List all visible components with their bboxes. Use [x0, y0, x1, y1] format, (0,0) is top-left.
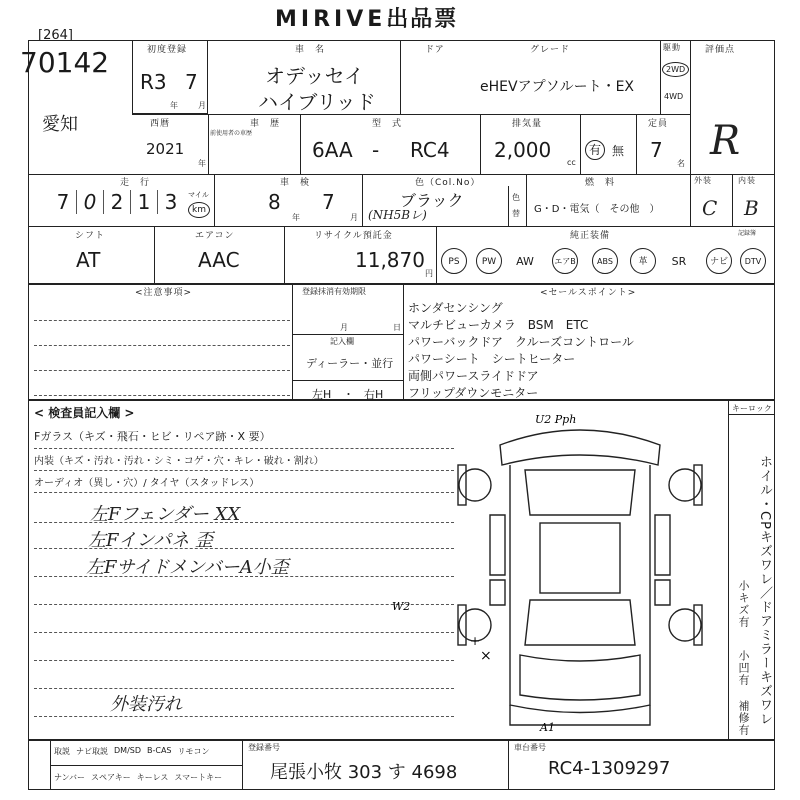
label-equipment: 純正装備 — [570, 231, 611, 241]
dealer-parallel: ディーラー・並行 — [306, 357, 394, 370]
equip-airbag: エアB — [552, 248, 578, 274]
label-inspection: 車 検 — [280, 178, 311, 188]
label-fuel: 燃 料 — [585, 178, 616, 188]
equip-sr: SR — [671, 255, 687, 268]
equip-dtv: DTV — [740, 248, 766, 274]
type-dash: - — [372, 138, 380, 162]
divider-equipment — [436, 226, 437, 284]
mileage-digit: 0 — [77, 190, 104, 214]
dash-1 — [34, 320, 290, 321]
divider-turbo — [580, 114, 581, 174]
side-sub-3: 補修有 — [737, 700, 750, 736]
equip-pw: PW — [476, 248, 502, 274]
plate-number: 尾張小牧 303 す 4698 — [270, 762, 458, 783]
dash-n4 — [34, 604, 454, 605]
mileage-unit-km: km — [188, 202, 210, 218]
displacement-value: 2,000 — [494, 138, 552, 162]
inspector-glass: Fガラス（キズ・飛石・ヒビ・リペア跡・X 要） — [34, 430, 271, 443]
label-recycle: リサイクル預託金 — [314, 231, 393, 241]
opt-number: ナンバー — [54, 773, 86, 782]
unit-month-1: 月 — [198, 101, 206, 110]
recycle-unit: 円 — [425, 269, 433, 278]
mileage-digit: 1 — [131, 190, 158, 214]
label-day: 日 — [393, 323, 401, 332]
prefecture: 愛知 — [42, 114, 78, 135]
dash-n2 — [34, 548, 454, 549]
model-name-line2: ハイブリッド — [258, 90, 376, 114]
label-mileage: 走 行 — [120, 178, 151, 188]
seats-unit: 名 — [677, 159, 685, 168]
handle-right: 右H — [364, 388, 384, 401]
car-diagram — [392, 405, 730, 740]
label-reg-no: 登録番号 — [248, 743, 280, 752]
inspector-bottom-note: 外装汚れ — [110, 694, 182, 715]
diagram-top-note: U2 Pph — [535, 413, 577, 426]
label-keylock: キーロック — [732, 404, 772, 413]
divider-color — [362, 174, 363, 226]
inspector-audio: オーディオ（異し・穴）/ タイヤ（スタッドレス） — [34, 478, 260, 489]
label-model-name: 車 名 — [295, 45, 326, 55]
lot-tag: [264] — [38, 28, 73, 43]
divider-exterior — [690, 174, 691, 226]
selling-point: 両側パワースライドドア — [408, 369, 539, 383]
mileage-unit-mile: マイル — [188, 191, 209, 199]
label-score: 評価点 — [705, 45, 736, 55]
opt-row2 — [54, 772, 222, 783]
side-damage-text: ホイル・CPキズワレ／ドアミラーキズワレ — [757, 455, 772, 726]
score-value: R — [710, 118, 741, 164]
mileage-digit: 7 — [50, 190, 77, 214]
equip-navi: ナビ — [706, 248, 732, 274]
label-inspector: < 検査員記入欄 > — [34, 406, 135, 420]
opt-remote: リモコン — [177, 747, 210, 756]
type-prefix: 6AA — [312, 138, 353, 162]
label-grade: グレード — [530, 45, 571, 55]
inspection-year: 8 — [268, 190, 281, 214]
selling-point: フリップダウンモニター — [408, 386, 539, 400]
dash-n7 — [34, 688, 454, 689]
era-month: 7 — [185, 70, 198, 94]
dash-n5 — [34, 632, 454, 633]
form-title — [275, 2, 458, 33]
divider-displacement — [480, 114, 481, 174]
label-attention: <注意事項> — [135, 288, 193, 298]
year-value: 2021 — [146, 140, 185, 158]
dash-n8 — [34, 716, 454, 717]
label-interior: 内装 — [738, 176, 756, 185]
label-history-sub: 前使用者の車歴 — [210, 130, 253, 137]
divider-aircon — [154, 226, 155, 284]
divider-door — [400, 40, 401, 114]
divider-interior — [732, 174, 733, 226]
label-exterior: 外装 — [694, 176, 712, 185]
row4-top — [28, 226, 775, 227]
divider-score — [690, 40, 691, 174]
seats-value: 7 — [650, 138, 663, 162]
chassis-number: RC4-1309297 — [548, 758, 671, 779]
drive-4wd: 4WD — [664, 92, 684, 101]
dash-3 — [34, 370, 290, 371]
dash-audio — [34, 492, 454, 493]
turbo-yes: 有 — [585, 140, 605, 160]
model-name-line1: オデッセイ — [265, 64, 364, 88]
drive-2wd: 2WD — [662, 62, 689, 77]
color-kind-bottom: 替 — [512, 209, 520, 218]
divider-drive — [660, 40, 661, 114]
equip-leather: 革 — [630, 248, 656, 274]
fuel-options: G・D・電気（ その他 ） — [534, 204, 660, 215]
label-history: 車 歴 — [250, 119, 281, 129]
shift-value: AT — [76, 248, 101, 272]
interior-grade: B — [744, 196, 759, 220]
lot-number: 70142 — [20, 46, 110, 79]
mileage-digits — [50, 190, 184, 214]
opt-dm-sd: DM/SD — [114, 746, 141, 755]
damage-mark-plus: + — [470, 634, 481, 648]
opt-bcas: B-CAS — [147, 746, 172, 755]
opt-smart-key: スマートキー — [174, 773, 223, 782]
divider-chassis — [508, 740, 509, 790]
divider-fuel — [526, 174, 527, 226]
unit-year-1: 年 — [170, 101, 178, 110]
divider-recycle — [284, 226, 285, 284]
displacement-unit: cc — [567, 158, 576, 167]
label-door: ドア — [425, 45, 445, 55]
dash-glass — [34, 448, 454, 449]
label-month: 月 — [340, 323, 348, 332]
label-seats: 定員 — [648, 119, 669, 129]
grade-value: eHEVアプソルート・EX — [480, 79, 634, 95]
dash-n3 — [34, 576, 454, 577]
label-aircon: エアコン — [195, 231, 235, 241]
form-title-suffix: 出品票 — [386, 7, 459, 32]
divider-inspection — [214, 174, 215, 226]
inspection-unit-month: 月 — [350, 213, 358, 222]
opt-manual: 取説 — [54, 747, 70, 756]
selling-point: ホンダセンシング — [408, 301, 503, 315]
divider-color-kind — [508, 186, 509, 226]
equip-abs: ABS — [592, 248, 618, 274]
inspector-interior: 内装（キズ・汚れ・汚れ・シミ・コゲ・穴・キレ・破れ・割れ） — [34, 456, 324, 467]
opt-navi-manual: ナビ取説 — [76, 747, 108, 756]
type-model: RC4 — [410, 138, 450, 162]
selling-point: パワーバックドア クルーズコントロール — [408, 335, 634, 349]
selling-point: パワーシート シートヒーター — [408, 352, 576, 366]
inspection-unit-year: 年 — [292, 213, 300, 222]
dash-2 — [34, 345, 290, 346]
label-first-reg: 初度登録 — [147, 45, 188, 55]
entry-top — [292, 334, 404, 335]
equip-ps: PS — [441, 248, 467, 274]
unit-year-2: 年 — [198, 159, 206, 168]
divider-keylock — [728, 400, 729, 740]
label-kiroku: 記録簿 — [738, 230, 757, 237]
brand-name: MIRIVE — [275, 7, 387, 32]
opt-mid — [50, 765, 242, 766]
label-entry: 記入欄 — [330, 337, 354, 346]
inspector-note: 左Fフェンダー XX — [90, 504, 241, 525]
label-drive: 駆動 — [663, 43, 681, 52]
inspector-note: 左FサイドメンバーA小歪 — [86, 557, 289, 578]
label-selling: <セールスポイント> — [540, 288, 637, 298]
diagram-side-note: W2 — [392, 600, 411, 613]
equip-aw: AW — [516, 255, 534, 268]
handle-left: 左H — [312, 388, 332, 401]
dash-n1 — [34, 522, 454, 523]
exterior-grade: C — [702, 196, 718, 220]
recycle-amount: 11,870 — [355, 248, 425, 272]
divider-history — [208, 114, 209, 174]
keylock-bottom — [728, 414, 775, 415]
label-chassis-no: 車台番号 — [514, 743, 546, 752]
color-kind-top: 色 — [512, 193, 520, 202]
diagram-bottom-note: A1 — [540, 721, 555, 734]
opt-row1 — [54, 746, 210, 757]
label-type: 型 式 — [372, 119, 403, 129]
mileage-digit: 3 — [164, 190, 178, 214]
label-shift: シフト — [75, 231, 106, 241]
label-color: 色（Col.No） — [415, 178, 481, 188]
opt-keyless: キーレス — [136, 773, 169, 782]
label-year-model: 西暦 — [150, 119, 171, 129]
inspection-month: 7 — [322, 190, 335, 214]
inspector-note: 左Fインパネ 歪 — [88, 530, 213, 551]
label-displacement: 排気量 — [512, 119, 543, 129]
handle-dot: ・ — [343, 388, 354, 401]
dash-4 — [34, 395, 290, 396]
divider-plate — [242, 740, 243, 790]
turbo-no: 無 — [612, 144, 625, 158]
row2-top — [132, 114, 690, 115]
mileage-digit: 2 — [104, 190, 131, 214]
selling-point: マルチビューカメラ BSM ETC — [408, 318, 589, 332]
color-code: (NH5Bレ) — [368, 208, 427, 222]
color-name: ブラック — [400, 191, 464, 210]
handle-top — [292, 380, 404, 381]
dash-interior — [34, 470, 454, 471]
label-reg-expiry: 登録抹消有効期限 — [302, 287, 366, 296]
dash-n6 — [34, 660, 454, 661]
divider-seats — [636, 114, 637, 174]
side-sub-2: 小凹有 — [737, 650, 750, 686]
opt-spare-key: スペアキー — [91, 773, 131, 782]
side-sub-1: 小キズ有 — [737, 580, 750, 628]
damage-mark-x: × — [480, 648, 492, 664]
era: R3 — [140, 70, 167, 94]
aircon-value: AAC — [198, 248, 240, 272]
divider-type — [300, 114, 301, 174]
